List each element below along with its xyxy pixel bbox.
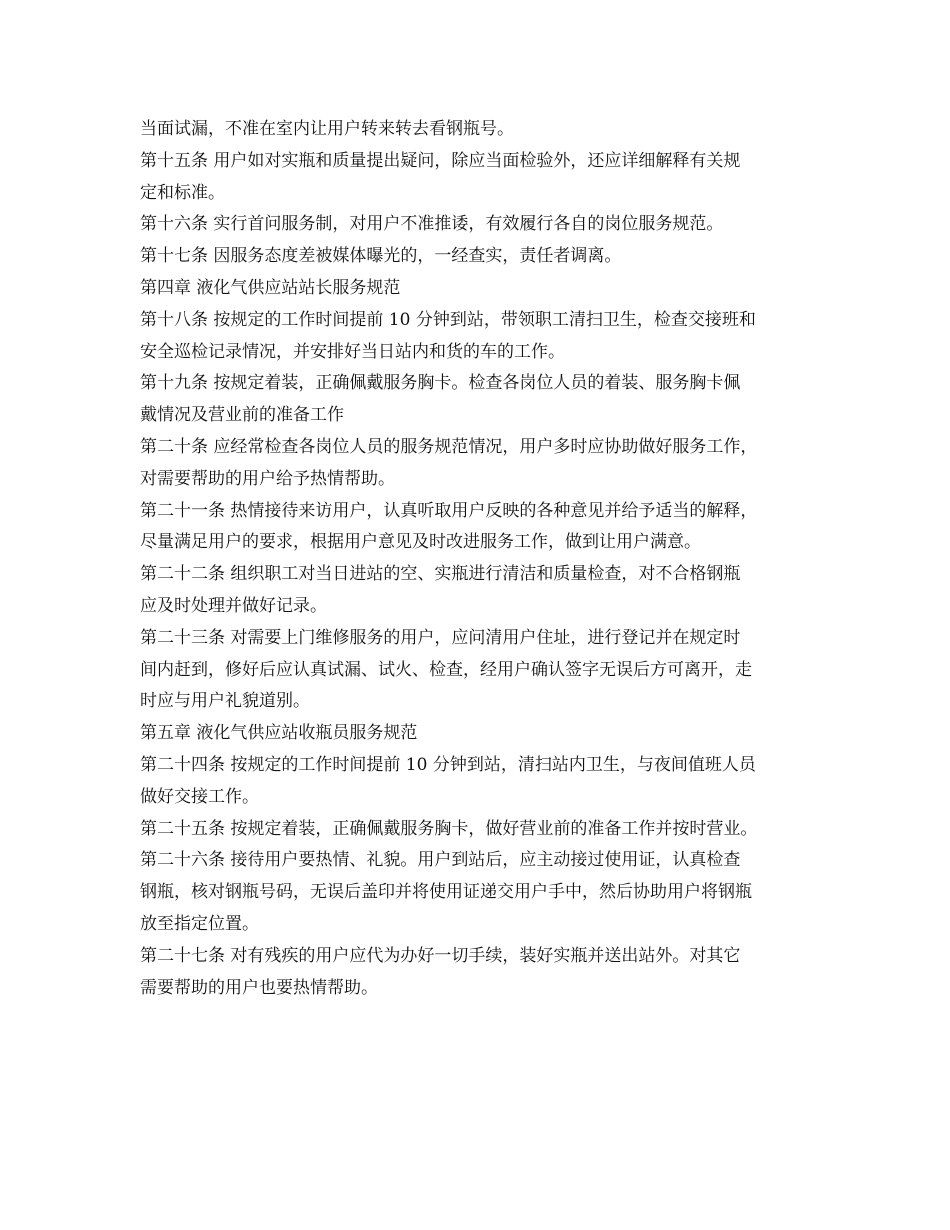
text-line: 当面试漏，不准在室内让用户转来转去看钢瓶号。 [140,119,514,139]
text-line: 时应与用户礼貌道别。 [140,691,310,712]
text-line: 戴情况及营业前的准备工作 [140,405,344,426]
text-line: 第二十条 应经常检查各岗位人员的服务规范情况，用户多时应协助做好服务工作， [140,436,758,457]
text-line: 安全巡检记录情况，并安排好当日站内和货的车的工作。 [140,341,565,362]
text-line: 第十六条 实行首问服务制，对用户不准推诿，有效履行各自的岗位服务规范。 [140,214,724,235]
chapter-heading: 第四章 液化气供应站站长服务规范 [140,277,401,298]
text-line: 放至指定位置。 [140,913,259,934]
text-line: 做好交接工作。 [140,786,259,807]
chapter-heading: 第五章 液化气供应站收瓶员服务规范 [140,723,418,744]
text-line: 定和标准。 [140,182,225,203]
text-line: 对需要帮助的用户给予热情帮助。 [140,468,395,489]
text-line: 第二十二条 组织职工对当日进站的空、实瓶进行清洁和质量检查，对不合格钢瓶 [140,564,741,585]
text-line: 第二十四条 按规定的工作时间提前 10 分钟到站，清扫站内卫生，与夜间值班人员 [140,754,756,775]
text-line: 间内赶到，修好后应认真试漏、试火、检查，经用户确认签字无误后方可离开，走 [140,659,752,680]
text-line: 应及时处理并做好记录。 [140,595,327,616]
text-line: 钢瓶，核对钢瓶号码，无误后盖印并将使用证递交用户手中，然后协助用户将钢瓶 [140,882,752,903]
text-line: 第二十七条 对有残疾的用户应代为办好一切手续，装好实瓶并送出站外。对其它 [140,945,741,966]
text-line: 第二十三条 对需要上门维修服务的用户，应问清用户住址，进行登记并在规定时 [140,627,741,648]
text-line: 尽量满足用户的要求，根据用户意见及时改进服务工作，做到让用户满意。 [140,532,701,553]
text-line: 第十五条 用户如对实瓶和质量提出疑问，除应当面检验外，还应详细解释有关规 [140,150,741,171]
document-body [140,114,830,1004]
text-line: 第二十六条 接待用户要热情、礼貌。用户到站后，应主动接过使用证，认真检查 [140,850,741,871]
text-line: 第二十一条 热情接待来访用户，认真听取用户反映的各种意见并给予适当的解释， [140,500,758,521]
text-line: 第十七条 因服务态度差被媒体曝光的，一经查实，责任者调离。 [140,246,622,267]
text-line: 需要帮助的用户也要热情帮助。 [140,977,378,998]
text-line: 第十八条 按规定的工作时间提前 10 分钟到站，带领职工清扫卫生，检查交接班和 [140,309,756,330]
text-line: 第二十五条 按规定着装，正确佩戴服务胸卡，做好营业前的准备工作并按时营业。 [140,818,758,839]
text-line: 第十九条 按规定着装，正确佩戴服务胸卡。检查各岗位人员的着装、服务胸卡佩 [140,373,741,394]
